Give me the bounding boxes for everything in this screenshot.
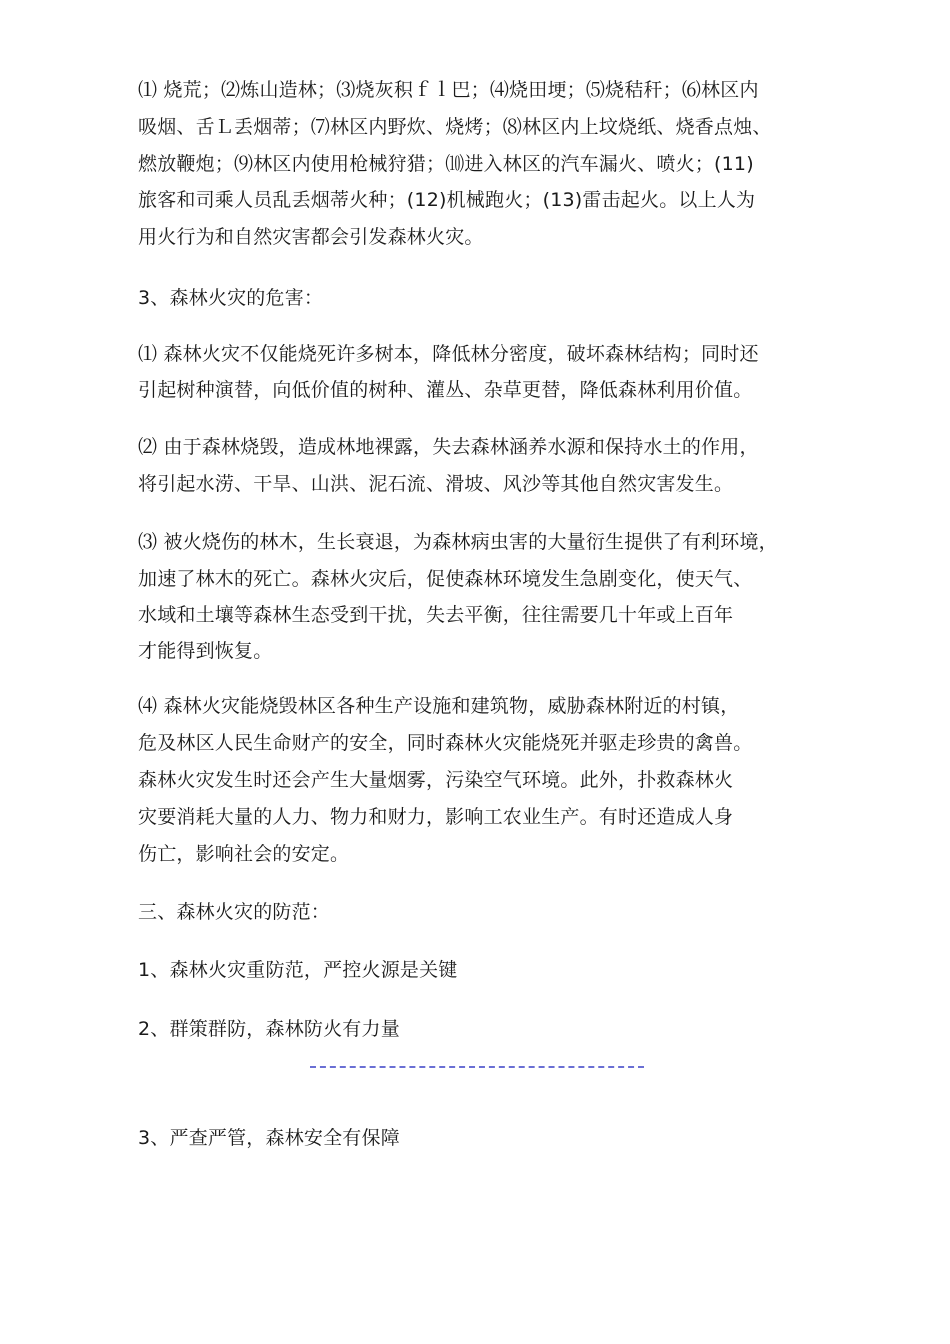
hazard-1-line-2: 引起树种演替，向低价值的树种、灌丛、杂草更替，降低森林利用价值。 (138, 379, 753, 401)
hazard-3-line-3: 水域和土壤等森林生态受到干扰，失去平衡，往往需要几十年或上百年 (138, 604, 734, 626)
paragraph-causes-line-1: ⑴ 烧荒；⑵炼山造林；⑶烧灰积ｆｌ巴；⑷烧田埂；⑸烧秸秆；⑹林区内 (138, 79, 759, 101)
hazard-3-line-2: 加速了林木的死亡。森林火灾后，促使森林环境发生急剧变化，使天气、 (138, 568, 753, 590)
paragraph-causes-line-3: 燃放鞭炮；⑼林区内使用枪械狩猎；⑽进入林区的汽车漏火、喷火；(11) (138, 153, 754, 175)
hazard-1-line-1: ⑴ 森林火灾不仅能烧死许多树本，降低林分密度，破坏森林结构；同时还 (138, 343, 759, 365)
hazard-4-line-4: 灾要消耗大量的人力、物力和财力，影响工农业生产。有时还造成人身 (138, 806, 734, 828)
hazard-4-line-1: ⑷ 森林火灾能烧毁林区各种生产设施和建筑物，威胁森林附近的村镇， (138, 695, 740, 717)
hazard-4-line-5: 伤亡，影响社会的安定。 (138, 843, 350, 865)
dashed-divider (310, 1066, 644, 1068)
paragraph-causes-line-5: 用火行为和自然灾害都会引发森林火灾。 (138, 226, 484, 248)
prevention-item-3: 3、严查严管，森林安全有保障 (138, 1127, 400, 1149)
prevention-item-1: 1、森林火灾重防范，严控火源是关键 (138, 959, 458, 981)
hazard-2-line-2: 将引起水涝、干旱、山洪、泥石流、滑坡、风沙等其他自然灾害发生。 (138, 473, 734, 495)
hazard-3-line-4: 才能得到恢复。 (138, 640, 273, 662)
hazard-2-line-1: ⑵ 由于森林烧毁，造成林地裸露，失去森林涵养水源和保持水土的作用， (138, 436, 759, 458)
hazard-4-line-2: 危及林区人民生命财产的安全，同时森林火灾能烧死并驱走珍贵的禽兽。 (138, 732, 753, 754)
section-heading-hazards: 3、森林火灾的危害： (138, 287, 324, 309)
paragraph-causes-line-4: 旅客和司乘人员乱丢烟蒂火种；(12)机械跑火；(13)雷击起火。以上人为 (138, 189, 756, 211)
prevention-item-2: 2、群策群防，森林防火有力量 (138, 1018, 400, 1040)
hazard-3-line-1: ⑶ 被火烧伤的林木，生长衰退，为森林病虫害的大量衍生提供了有利环境， (138, 531, 778, 553)
paragraph-causes-line-2: 吸烟、舌Ｌ丢烟蒂；⑺林区内野炊、烧烤；⑻林区内上坟烧纸、烧香点烛、 (138, 116, 772, 138)
hazard-4-line-3: 森林火灾发生时还会产生大量烟雾，污染空气环境。此外，扑救森林火 (138, 769, 734, 791)
section-heading-prevention: 三、森林火灾的防范： (138, 901, 331, 923)
